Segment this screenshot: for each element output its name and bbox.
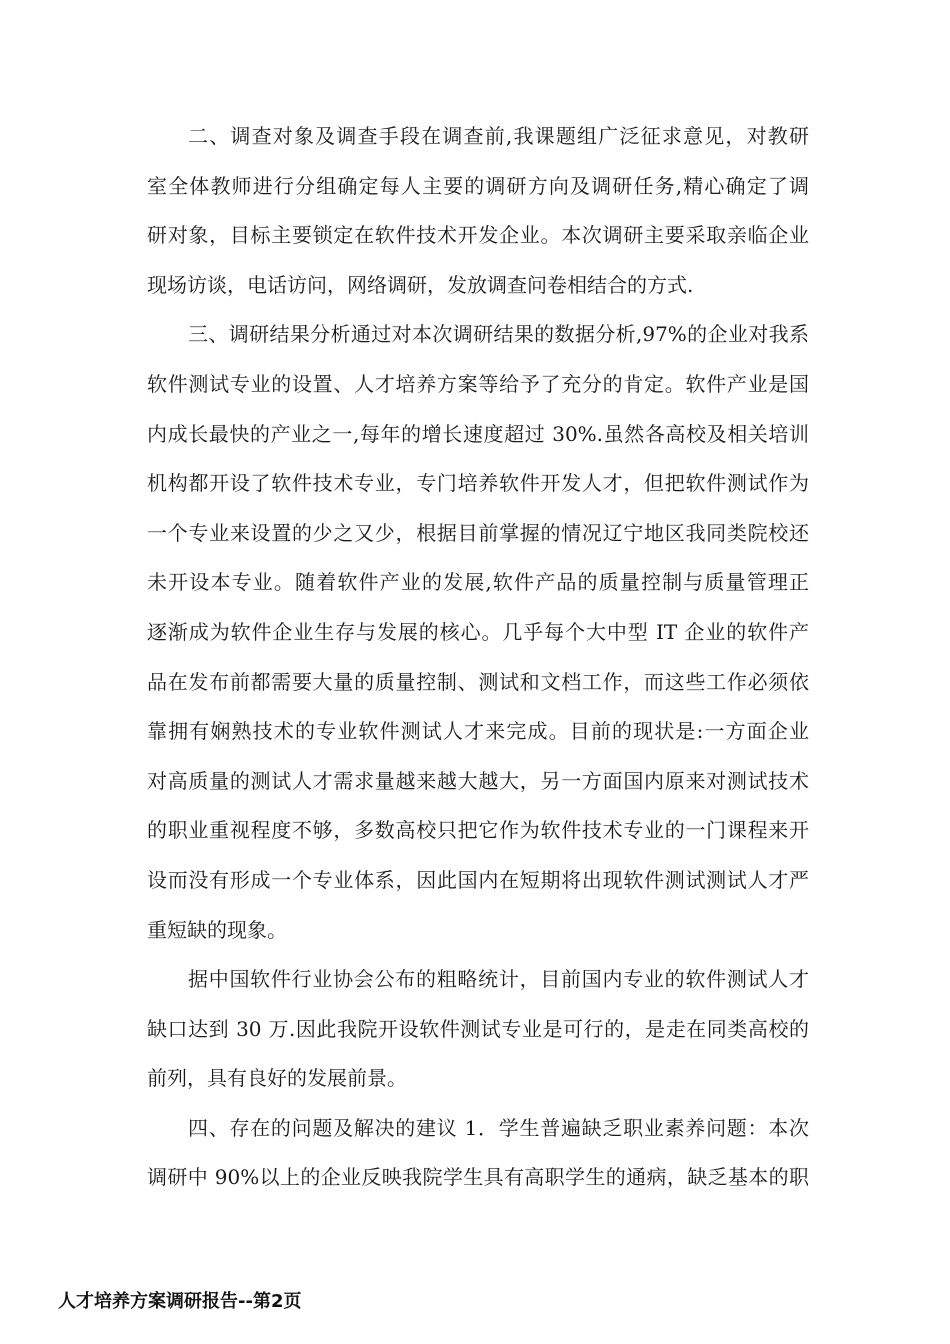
document-body bbox=[147, 112, 809, 1203]
paragraph-line: 对高质量的测试人才需求量越来越大越大，另一方面国内原来对测试技术 bbox=[147, 768, 809, 793]
paragraph-line: 二、调查对象及调查手段在调查前,我课题组广泛征求意见，对教研 bbox=[188, 124, 809, 148]
paragraph-line: 软件测试专业的设置、人才培养方案等给予了充分的肯定。软件产业是国 bbox=[147, 371, 809, 396]
paragraph-line: 前列，具有良好的发展前景。 bbox=[147, 1066, 407, 1091]
page-footer: 人才培养方案调研报告--第2页 bbox=[58, 1291, 302, 1312]
paragraph-line: 四、存在的问题及解决的建议 1．学生普遍缺乏职业素养问题：本次 bbox=[188, 1115, 809, 1140]
paragraph-line: 内成长最快的产业之一,每年的增长速度超过 30%.虽然各高校及相关培训 bbox=[147, 421, 809, 446]
paragraph-line: 研对象，目标主要锁定在软件技术开发企业。本次调研主要采取亲临企业 bbox=[147, 223, 809, 248]
paragraph-line: 品在发布前都需要大量的质量控制、测试和文档工作，而这些工作必须依 bbox=[147, 669, 809, 694]
paragraph-survey-methods bbox=[147, 112, 809, 310]
paragraph-line: 设而没有形成一个专业体系，因此国内在短期将出现软件测试测试人才严 bbox=[147, 867, 809, 892]
paragraph-line: 据中国软件行业协会公布的粗略统计，目前国内专业的软件测试人才 bbox=[188, 967, 809, 992]
paragraph-line: 室全体教师进行分组确定每人主要的调研方向及调研任务,精心确定了调 bbox=[147, 173, 809, 198]
paragraph-line: 三、调研结果分析通过对本次调研结果的数据分析,97%的企业对我系 bbox=[188, 322, 809, 347]
paragraph-line: 调研中 90%以上的企业反映我院学生具有高职学生的通病，缺乏基本的职 bbox=[147, 1165, 809, 1190]
paragraph-results-analysis bbox=[147, 310, 809, 955]
paragraph-problems-suggestions bbox=[147, 1104, 809, 1203]
paragraph-line: 机构都开设了软件技术专业，专门培养软件开发人才，但把软件测试作为 bbox=[147, 471, 809, 496]
paragraph-line: 一个专业来设置的少之又少，根据目前掌握的情况辽宁地区我同类院校还 bbox=[147, 520, 809, 545]
paragraph-industry-statistics bbox=[147, 955, 809, 1104]
paragraph-line: 重短缺的现象。 bbox=[147, 917, 287, 942]
paragraph-line: 缺口达到 30 万.因此我院开设软件测试专业是可行的，是走在同类高校的 bbox=[147, 1016, 809, 1041]
paragraph-line: 的职业重视程度不够，多数高校只把它作为软件技术专业的一门课程来开 bbox=[147, 818, 809, 843]
paragraph-line: 靠拥有娴熟技术的专业软件测试人才来完成。目前的现状是:一方面企业 bbox=[147, 719, 809, 744]
paragraph-line: 现场访谈，电话访问，网络调研，发放调查问卷相结合的方式. bbox=[147, 272, 694, 297]
paragraph-line: 未开设本专业。随着软件产业的发展,软件产品的质量控制与质量管理正 bbox=[147, 570, 809, 595]
paragraph-line: 逐渐成为软件企业生存与发展的核心。几乎每个大中型 IT 企业的软件产 bbox=[147, 619, 809, 644]
